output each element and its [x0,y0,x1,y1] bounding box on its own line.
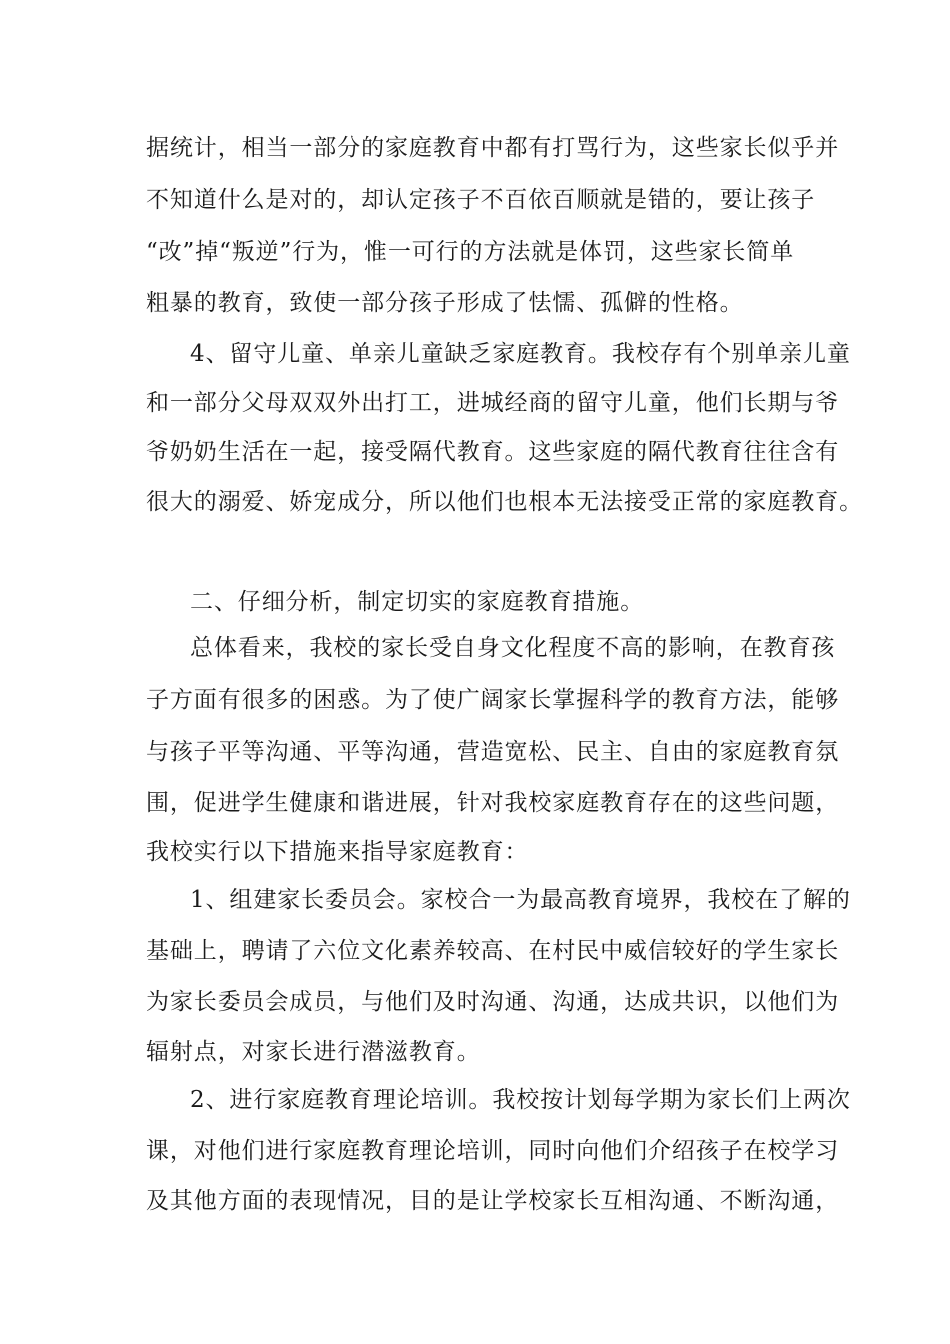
text-line: 总体看来，我校的家长受自身文化程度不高的影响，在教育孩 [190,635,836,661]
text-line: 辐射点，对家长进行潜滋教育。 [146,1039,481,1065]
text-line: 爷奶奶生活在一起，接受隔代教育。这些家庭的隔代教育往往含有 [146,439,840,465]
text-line: 2、进行家庭教育理论培训。我校按计划每学期为家长们上两次 [190,1087,851,1113]
text-line: 据统计，相当一部分的家庭教育中都有打骂行为，这些家长似乎并 [146,135,840,161]
text-line: 为家长委员会成员，与他们及时沟通、沟通，达成共识，以他们为 [146,989,840,1015]
text-line: 子方面有很多的困惑。为了使广阔家长掌握科学的教育方法，能够 [146,687,840,713]
text-line: 粗暴的教育，致使一部分孩子形成了怯懦、孤僻的性格。 [146,290,744,316]
text-line: “改”掉“叛逆”行为，惟一可行的方法就是体罚，这些家长简单 [146,239,795,265]
section-heading: 二、仔细分析，制定切实的家庭教育措施。 [190,589,645,615]
text-line: 课，对他们进行家庭教育理论培训，同时向他们介绍孩子在校学习 [146,1138,840,1164]
text-line: 不知道什么是对的，却认定孩子不百依百顺就是错的，要让孩子 [146,187,816,213]
text-line: 我校实行以下措施来指导家庭教育： [146,839,529,865]
text-line: 基础上，聘请了六位文化素养较高、在村民中威信较好的学生家长 [146,938,840,964]
text-line: 和一部分父母双双外出打工，进城经商的留守儿童，他们长期与爷 [146,390,840,416]
text-line: 与孩子平等沟通、平等沟通，营造宽松、民主、自由的家庭教育氛 [146,739,840,765]
text-line: 4、留守儿童、单亲儿童缺乏家庭教育。我校存有个别单亲儿童 [190,341,851,367]
text-line: 围，促进学生健康和谐进展，针对我校家庭教育存在的这些问题， [146,790,840,816]
text-line: 1、组建家长委员会。家校合一为最高教育境界，我校在了解的 [190,887,851,913]
text-line: 及其他方面的表现情况，目的是让学校家长互相沟通、不断沟通， [146,1188,840,1214]
text-line: 很大的溺爱、娇宠成分，所以他们也根本无法接受正常的家庭教育。 [146,489,863,515]
